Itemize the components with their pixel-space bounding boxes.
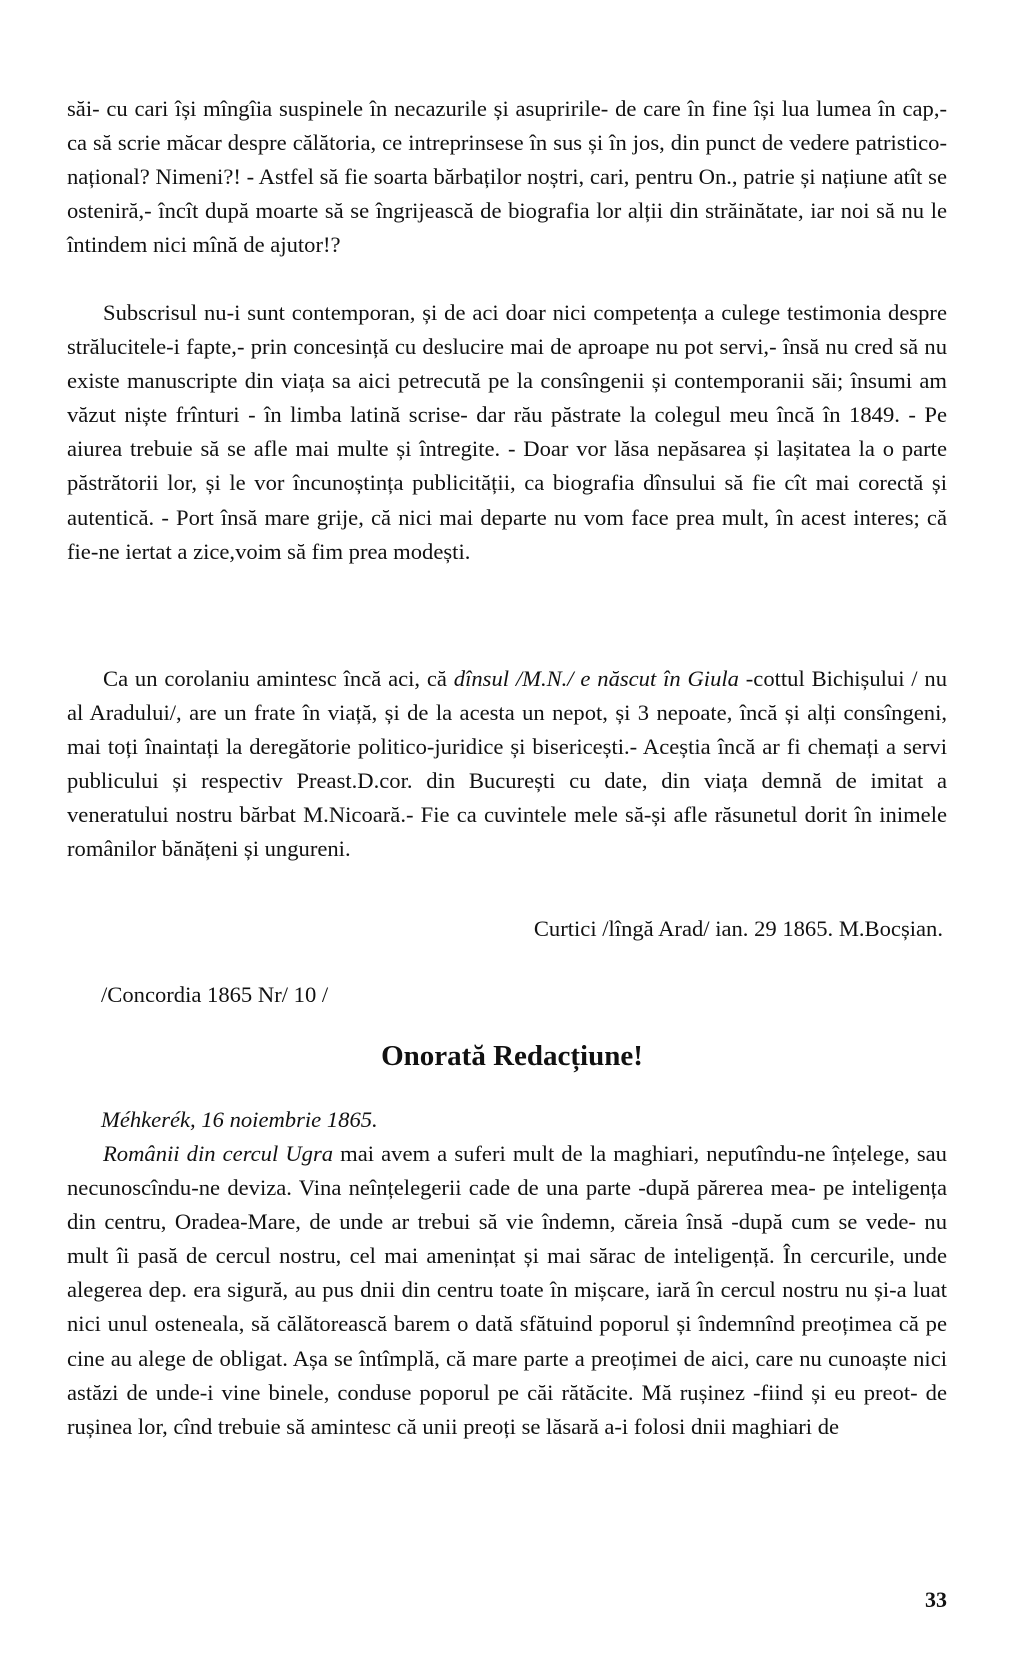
paragraph-continuation: săi- cu cari își mîngîia suspinele în necazurile și asupririle- de care în fine își lua lumea în cap,- ca să scrie măcar despre călătoria, ce intreprinsese în sus și în jos, din punct de vedere patristico- național? Nimeni?! - Astfel să fie soarta bărbaților noștri, cari, pentru On., patrie și națiune atît se osteniră,- încît după moarte să se îngrijească de biografia lor alții din străinătate, iar noi să nu le întindem nici mînă de ajutor!? xyxy=(67,96,947,258)
romanii-text-after: mai avem a suferi mult de la maghiari, neputîndu-ne înțelege, sau necunoscîndu-ne deviza. Vina neînțelegerii cade de una parte -după părerea mea- pe inteligența din centru, Oradea-Mare, de unde ar trebui să vie îndemn, căreia însă -după cum se vede- nu mult îi pasă de cercul nostru, cel mai amenințat și mai sărac de inteligență. În cercurile, unde alegerea dep. era sigură, au pus dnii din centru toate în mișcare, iară în cercul nostru nu și-a luat nici unul osteneala, să călătorească barem o dată sfătuind poporul și îndemnînd preoțimea că pe cine au alege de obligat. Așa se întîmplă, că mare parte a preoțimei de aici, care nu cunoaște nici astăzi de unde-i vine binele, conduse poporul pe căi rătăcite. Mă rușinez -fiind și eu preot- de rușinea lor, cînd trebuie să amintesc că unii preoți se lăsară a-i folosi dnii maghiari de xyxy=(67,1141,947,1439)
paragraph-romanii xyxy=(67,1137,947,1444)
corolar-italic-phrase: dînsul /M.N./ e născut în Giula xyxy=(453,666,739,691)
page-number: 33 xyxy=(925,1587,947,1612)
source-citation: /Concordia 1865 Nr/ 10 / xyxy=(101,982,329,1007)
section-title: Onorată Redacțiune! xyxy=(381,1040,643,1072)
corolar-text-after: -cottul Bichișului / nu al Aradului/, are un frate în viață, și de la acesta un nepot, și 3 nepoate, încă și alți consîngeni, mai toți înaintați la deregătorie politico-juridice și bisericești.- Aceștia încă ar fi chemați a servi publicului și respectiv Preast.D.cor. din București cu date, din viața demnă de imitat a veneratului nostru bărbat M.Nicoară.- Fie ca cuvintele mele să-și afle răsunetul dorit în inimele românilor bănățeni și ungureni. xyxy=(67,666,947,862)
signature-line: Curtici /lîngă Arad/ ian. 29 1865. M.Bocșian. xyxy=(533,916,943,941)
romanii-italic-phrase: Românii din cercul Ugra xyxy=(103,1141,334,1166)
paragraph-corolar xyxy=(67,662,947,867)
paragraph-subscris: Subscrisul nu-i sunt contemporan, și de aci doar nici competența a culege testimonia despre strălucitele-i fapte,- prin concesință cu deslucire mai de aproape nu pot servi,- însă nu cred să nu existe manuscripte din viața sa aici petrecută pe la consîngenii și contemporanii săi; însumi am văzut niște frînturi - în limba latină scrise- dar rău păstrate la colegul meu încă în 1849. - Pe aiurea trebuie să se afle mai multe și întregite. - Doar vor lăsa nepăsarea și lașitatea la o parte păstrătorii lor, și le vor încunoștința publicității, ca biografia dînsului să fie cît mai corectă și autentică. - Port însă mare grije, că nici mai departe nu vom face prea mult, în acest interes; că fie-ne iertat a zice,voim să fim prea modești. xyxy=(67,300,947,564)
letter-dateline: Méhkerék, 16 noiembrie 1865. xyxy=(101,1107,378,1132)
corolar-text-before: Ca un corolaniu amintesc încă aci, că xyxy=(103,666,454,691)
